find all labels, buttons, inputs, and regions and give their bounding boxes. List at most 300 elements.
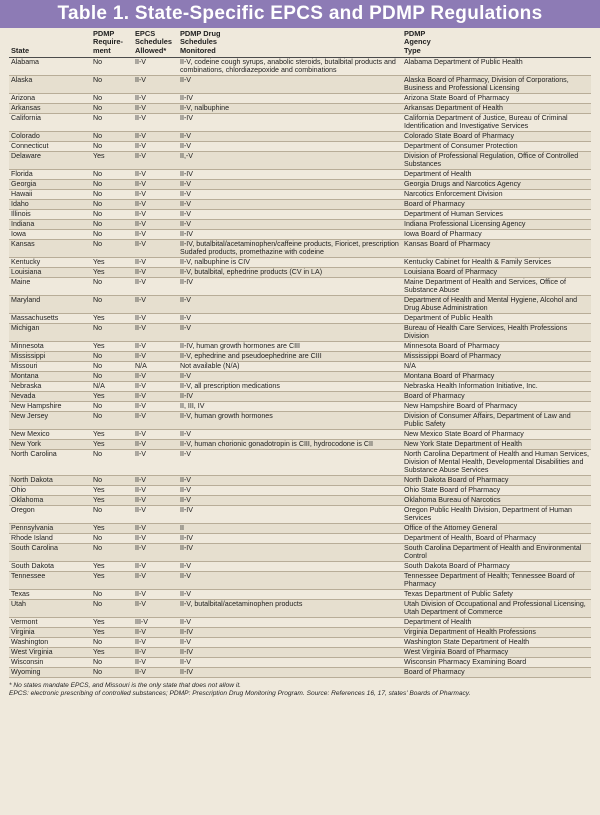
state-cell: Wyoming — [9, 667, 91, 677]
state-cell: Arkansas — [9, 103, 91, 113]
drug-schedules-cell: II — [178, 523, 402, 533]
pdmp-requirement-cell: Yes — [91, 617, 133, 627]
table-row — [9, 371, 591, 381]
pdmp-requirement-cell: No — [91, 371, 133, 381]
state-cell: North Carolina — [9, 449, 91, 475]
table-row — [9, 141, 591, 151]
footnote-asterisk: * No states mandate EPCS, and Missouri is the only state that does not allow it. — [9, 681, 241, 689]
drug-schedules-cell: II-IV — [178, 505, 402, 523]
state-cell: California — [9, 113, 91, 131]
table-row — [9, 391, 591, 401]
drug-schedules-cell: II-V — [178, 617, 402, 627]
agency-cell: Kansas Board of Pharmacy — [402, 239, 591, 257]
pdmp-requirement-cell: No — [91, 475, 133, 485]
table-row — [9, 449, 591, 475]
epcs-schedules-cell: II-V — [133, 411, 178, 429]
pdmp-requirement-cell: No — [91, 229, 133, 239]
pdmp-requirement-cell: Yes — [91, 627, 133, 637]
drug-schedules-cell: II-V, codeine cough syrups, anabolic steroids, butalbital products and combinations, chlordiazepoxide and combinations — [178, 57, 402, 75]
epcs-schedules-cell: II-V — [133, 103, 178, 113]
agency-cell: Board of Pharmacy — [402, 391, 591, 401]
drug-schedules-cell: II-V, nalbuphine is CIV — [178, 257, 402, 267]
agency-cell: Minnesota Board of Pharmacy — [402, 341, 591, 351]
agency-cell: N/A — [402, 361, 591, 371]
drug-schedules-cell: II-V — [178, 475, 402, 485]
pdmp-requirement-cell: No — [91, 637, 133, 647]
agency-cell: Arizona State Board of Pharmacy — [402, 94, 591, 104]
epcs-schedules-cell: II-V — [133, 627, 178, 637]
agency-cell: Montana Board of Pharmacy — [402, 371, 591, 381]
table-row — [9, 381, 591, 391]
agency-cell: Virginia Department of Health Professions — [402, 627, 591, 637]
state-cell: Tennessee — [9, 571, 91, 589]
table-row — [9, 277, 591, 295]
table-row — [9, 179, 591, 189]
agency-cell: Bureau of Health Care Services, Health Professions Division — [402, 323, 591, 341]
epcs-schedules-cell: II-V — [133, 429, 178, 439]
state-cell: Florida — [9, 170, 91, 180]
drug-schedules-cell: II-V — [178, 313, 402, 323]
state-cell: New Jersey — [9, 411, 91, 429]
drug-schedules-cell: II-V — [178, 141, 402, 151]
state-cell: Iowa — [9, 229, 91, 239]
agency-cell: Ohio State Board of Pharmacy — [402, 485, 591, 495]
drug-schedules-cell: II-IV — [178, 94, 402, 104]
state-cell: Pennsylvania — [9, 523, 91, 533]
agency-cell: Utah Division of Occupational and Professional Licensing, Utah Department of Commerce — [402, 599, 591, 617]
drug-schedules-cell: II-IV, butalbital/acetaminophen/caffeine products, Fioricet, prescription Sudafed products, promethazine with codeine — [178, 239, 402, 257]
pdmp-requirement-cell: Yes — [91, 257, 133, 267]
drug-schedules-cell: II-V — [178, 495, 402, 505]
pdmp-requirement-cell: No — [91, 667, 133, 677]
epcs-schedules-cell: II-V — [133, 381, 178, 391]
agency-cell: Department of Health — [402, 617, 591, 627]
table-row — [9, 132, 591, 142]
pdmp-requirement-cell: No — [91, 75, 133, 93]
pdmp-requirement-cell: Yes — [91, 391, 133, 401]
agency-cell: South Carolina Department of Health and Environmental Control — [402, 543, 591, 561]
drug-schedules-cell: II-V — [178, 179, 402, 189]
agency-cell: New York State Department of Health — [402, 439, 591, 449]
epcs-schedules-cell: II-V — [133, 351, 178, 361]
state-cell: Wisconsin — [9, 657, 91, 667]
pdmp-requirement-cell: Yes — [91, 571, 133, 589]
drug-schedules-cell: II-V, butalbital, ephedrine products (CV in LA) — [178, 267, 402, 277]
drug-schedules-cell: II-V — [178, 75, 402, 93]
agency-cell: Oklahoma Bureau of Narcotics — [402, 495, 591, 505]
table-row — [9, 103, 591, 113]
table-row — [9, 523, 591, 533]
pdmp-requirement-cell: No — [91, 361, 133, 371]
state-cell: Minnesota — [9, 341, 91, 351]
pdmp-requirement-cell: No — [91, 113, 133, 131]
header-state: State — [9, 28, 91, 57]
table-row — [9, 475, 591, 485]
state-cell: Mississippi — [9, 351, 91, 361]
epcs-schedules-cell: II-V — [133, 371, 178, 381]
drug-schedules-cell: II-V, human growth hormones — [178, 411, 402, 429]
pdmp-requirement-cell: No — [91, 57, 133, 75]
epcs-schedules-cell: II-V — [133, 589, 178, 599]
state-cell: Alaska — [9, 75, 91, 93]
table-row — [9, 57, 591, 75]
header-drug-schedules: PDMP Drug Schedules Monitored — [178, 28, 402, 57]
table-row — [9, 229, 591, 239]
table-row — [9, 209, 591, 219]
epcs-schedules-cell: II-V — [133, 113, 178, 131]
epcs-schedules-cell: II-V — [133, 219, 178, 229]
table-row — [9, 199, 591, 209]
agency-cell: Kentucky Cabinet for Health & Family Services — [402, 257, 591, 267]
drug-schedules-cell: II-IV — [178, 543, 402, 561]
pdmp-requirement-cell: Yes — [91, 151, 133, 169]
state-cell: Colorado — [9, 132, 91, 142]
table-row — [9, 94, 591, 104]
drug-schedules-cell: II-V — [178, 589, 402, 599]
pdmp-requirement-cell: No — [91, 277, 133, 295]
agency-cell: Department of Human Services — [402, 209, 591, 219]
epcs-schedules-cell: N/A — [133, 361, 178, 371]
drug-schedules-cell: II-IV — [178, 667, 402, 677]
state-cell: Kansas — [9, 239, 91, 257]
agency-cell: Georgia Drugs and Narcotics Agency — [402, 179, 591, 189]
drug-schedules-cell: II-V — [178, 219, 402, 229]
pdmp-requirement-cell: No — [91, 411, 133, 429]
drug-schedules-cell: II-V — [178, 189, 402, 199]
epcs-schedules-cell: II-V — [133, 485, 178, 495]
state-cell: Utah — [9, 599, 91, 617]
table-header — [9, 28, 591, 57]
state-cell: Maine — [9, 277, 91, 295]
drug-schedules-cell: II-IV — [178, 391, 402, 401]
epcs-schedules-cell: II-V — [133, 239, 178, 257]
state-cell: Oklahoma — [9, 495, 91, 505]
epcs-schedules-cell: II-V — [133, 523, 178, 533]
pdmp-requirement-cell: No — [91, 657, 133, 667]
drug-schedules-cell: II-V — [178, 571, 402, 589]
table-row — [9, 239, 591, 257]
table-body — [9, 57, 591, 677]
state-cell: Montana — [9, 371, 91, 381]
state-cell: Nebraska — [9, 381, 91, 391]
footnotes — [9, 682, 591, 698]
epcs-schedules-cell: III-V — [133, 617, 178, 627]
table-row — [9, 313, 591, 323]
pdmp-requirement-cell: Yes — [91, 485, 133, 495]
agency-cell: Arkansas Department of Health — [402, 103, 591, 113]
pdmp-requirement-cell: No — [91, 589, 133, 599]
agency-cell: Indiana Professional Licensing Agency — [402, 219, 591, 229]
agency-cell: Board of Pharmacy — [402, 667, 591, 677]
agency-cell: Maine Department of Health and Services, Office of Substance Abuse — [402, 277, 591, 295]
table-row — [9, 485, 591, 495]
pdmp-requirement-cell: Yes — [91, 439, 133, 449]
agency-cell: Colorado State Board of Pharmacy — [402, 132, 591, 142]
pdmp-requirement-cell: No — [91, 505, 133, 523]
table-row — [9, 505, 591, 523]
pdmp-requirement-cell: No — [91, 351, 133, 361]
drug-schedules-cell: II-V — [178, 429, 402, 439]
pdmp-requirement-cell: N/A — [91, 381, 133, 391]
pdmp-requirement-cell: Yes — [91, 495, 133, 505]
agency-cell: Board of Pharmacy — [402, 199, 591, 209]
epcs-schedules-cell: II-V — [133, 141, 178, 151]
table-row — [9, 627, 591, 637]
state-cell: Washington — [9, 637, 91, 647]
agency-cell: New Mexico State Board of Pharmacy — [402, 429, 591, 439]
table-row — [9, 323, 591, 341]
state-cell: Vermont — [9, 617, 91, 627]
pdmp-requirement-cell: No — [91, 132, 133, 142]
drug-schedules-cell: II-V — [178, 199, 402, 209]
agency-cell: California Department of Justice, Bureau of Criminal Identification and Investigative Services — [402, 113, 591, 131]
pdmp-requirement-cell: Yes — [91, 561, 133, 571]
table-row — [9, 411, 591, 429]
state-cell: New Hampshire — [9, 401, 91, 411]
epcs-schedules-cell: II-V — [133, 495, 178, 505]
agency-cell: Iowa Board of Pharmacy — [402, 229, 591, 239]
agency-cell: Division of Professional Regulation, Office of Controlled Substances — [402, 151, 591, 169]
epcs-schedules-cell: II-V — [133, 439, 178, 449]
drug-schedules-cell: II-V, human chorionic gonadotropin is CIII, hydrocodone is CII — [178, 439, 402, 449]
state-cell: West Virginia — [9, 647, 91, 657]
drug-schedules-cell: II-V, butalbital/acetaminophen products — [178, 599, 402, 617]
drug-schedules-cell: II-V — [178, 371, 402, 381]
header-pdmp-requirement: PDMP Require- ment — [91, 28, 133, 57]
agency-cell: Department of Health and Mental Hygiene, Alcohol and Drug Abuse Administration — [402, 295, 591, 313]
state-cell: Idaho — [9, 199, 91, 209]
state-cell: Virginia — [9, 627, 91, 637]
state-cell: Kentucky — [9, 257, 91, 267]
table-row — [9, 361, 591, 371]
drug-schedules-cell: II-IV — [178, 627, 402, 637]
epcs-schedules-cell: II-V — [133, 647, 178, 657]
table-row — [9, 351, 591, 361]
table-row — [9, 439, 591, 449]
epcs-schedules-cell: II-V — [133, 323, 178, 341]
pdmp-requirement-cell: Yes — [91, 313, 133, 323]
agency-cell: Department of Public Health — [402, 313, 591, 323]
table-row — [9, 295, 591, 313]
state-cell: Illinois — [9, 209, 91, 219]
drug-schedules-cell: II-IV — [178, 229, 402, 239]
state-cell: Alabama — [9, 57, 91, 75]
state-cell: Delaware — [9, 151, 91, 169]
pdmp-requirement-cell: No — [91, 599, 133, 617]
drug-schedules-cell: II-IV, human growth hormones are CIII — [178, 341, 402, 351]
state-cell: Texas — [9, 589, 91, 599]
epcs-schedules-cell: II-V — [133, 179, 178, 189]
table-row — [9, 113, 591, 131]
agency-cell: Alaska Board of Pharmacy, Division of Corporations, Business and Professional Licensing — [402, 75, 591, 93]
pdmp-requirement-cell: No — [91, 179, 133, 189]
pdmp-requirement-cell: No — [91, 239, 133, 257]
agency-cell: Texas Department of Public Safety — [402, 589, 591, 599]
table-row — [9, 561, 591, 571]
agency-cell: Department of Health, Board of Pharmacy — [402, 533, 591, 543]
table-title: Table 1. State-Specific EPCS and PDMP Regulations — [57, 3, 543, 24]
drug-schedules-cell: II-IV — [178, 533, 402, 543]
state-cell: Michigan — [9, 323, 91, 341]
footnote-abbreviations: EPCS: electronic prescribing of controlled substances; PDMP: Prescription Drug Monitoring Program. Source: References 16, 17, states' Boards of Pharmacy. — [9, 689, 471, 697]
epcs-schedules-cell: II-V — [133, 667, 178, 677]
agency-cell: North Carolina Department of Health and Human Services, Division of Mental Health, Developmental Disabilities and Substance Abuse Services — [402, 449, 591, 475]
agency-cell: Wisconsin Pharmacy Examining Board — [402, 657, 591, 667]
state-cell: Ohio — [9, 485, 91, 495]
table-row — [9, 667, 591, 677]
drug-schedules-cell: II-V — [178, 132, 402, 142]
pdmp-requirement-cell: No — [91, 170, 133, 180]
table-row — [9, 543, 591, 561]
regulations-table — [9, 28, 591, 678]
table-row — [9, 589, 591, 599]
agency-cell: Louisiana Board of Pharmacy — [402, 267, 591, 277]
drug-schedules-cell: II-IV — [178, 277, 402, 295]
drug-schedules-cell: II-V — [178, 637, 402, 647]
table-row — [9, 341, 591, 351]
drug-schedules-cell: II-V, ephedrine and pseudoephedrine are CIII — [178, 351, 402, 361]
pdmp-requirement-cell: No — [91, 543, 133, 561]
epcs-schedules-cell: II-V — [133, 449, 178, 475]
state-cell: Hawaii — [9, 189, 91, 199]
table-row — [9, 571, 591, 589]
table-row — [9, 637, 591, 647]
drug-schedules-cell: II,-V — [178, 151, 402, 169]
state-cell: Louisiana — [9, 267, 91, 277]
drug-schedules-cell: II-IV — [178, 170, 402, 180]
table-row — [9, 533, 591, 543]
agency-cell: Alabama Department of Public Health — [402, 57, 591, 75]
pdmp-requirement-cell: Yes — [91, 647, 133, 657]
drug-schedules-cell: II, III, IV — [178, 401, 402, 411]
agency-cell: Mississippi Board of Pharmacy — [402, 351, 591, 361]
epcs-schedules-cell: II-V — [133, 257, 178, 267]
state-cell: New York — [9, 439, 91, 449]
pdmp-requirement-cell: No — [91, 141, 133, 151]
epcs-schedules-cell: II-V — [133, 313, 178, 323]
epcs-schedules-cell: II-V — [133, 475, 178, 485]
agency-cell: West Virginia Board of Pharmacy — [402, 647, 591, 657]
state-cell: Massachusetts — [9, 313, 91, 323]
epcs-schedules-cell: II-V — [133, 170, 178, 180]
epcs-schedules-cell: II-V — [133, 94, 178, 104]
drug-schedules-cell: II-IV — [178, 647, 402, 657]
drug-schedules-cell: II-V — [178, 449, 402, 475]
agency-cell: Department of Health — [402, 170, 591, 180]
table-row — [9, 151, 591, 169]
table-row — [9, 647, 591, 657]
state-cell: Oregon — [9, 505, 91, 523]
state-cell: Arizona — [9, 94, 91, 104]
table-row — [9, 599, 591, 617]
pdmp-requirement-cell: No — [91, 103, 133, 113]
drug-schedules-cell: Not available (N/A) — [178, 361, 402, 371]
epcs-schedules-cell: II-V — [133, 189, 178, 199]
table-row — [9, 267, 591, 277]
epcs-schedules-cell: II-V — [133, 132, 178, 142]
agency-cell: North Dakota Board of Pharmacy — [402, 475, 591, 485]
epcs-schedules-cell: II-V — [133, 267, 178, 277]
pdmp-requirement-cell: Yes — [91, 523, 133, 533]
epcs-schedules-cell: II-V — [133, 209, 178, 219]
pdmp-requirement-cell: No — [91, 533, 133, 543]
epcs-schedules-cell: II-V — [133, 341, 178, 351]
agency-cell: Division of Consumer Affairs, Department of Law and Public Safety — [402, 411, 591, 429]
agency-cell: Washington State Department of Health — [402, 637, 591, 647]
pdmp-requirement-cell: No — [91, 94, 133, 104]
table-row — [9, 657, 591, 667]
epcs-schedules-cell: II-V — [133, 561, 178, 571]
pdmp-requirement-cell: Yes — [91, 341, 133, 351]
agency-cell: South Dakota Board of Pharmacy — [402, 561, 591, 571]
state-cell: Maryland — [9, 295, 91, 313]
agency-cell: Tennessee Department of Health; Tennessee Board of Pharmacy — [402, 571, 591, 589]
epcs-schedules-cell: II-V — [133, 391, 178, 401]
epcs-schedules-cell: II-V — [133, 637, 178, 647]
epcs-schedules-cell: II-V — [133, 75, 178, 93]
agency-cell: Department of Consumer Protection — [402, 141, 591, 151]
drug-schedules-cell: II-V — [178, 209, 402, 219]
drug-schedules-cell: II-V — [178, 295, 402, 313]
state-cell: Connecticut — [9, 141, 91, 151]
table-row — [9, 219, 591, 229]
table-row — [9, 617, 591, 627]
epcs-schedules-cell: II-V — [133, 295, 178, 313]
drug-schedules-cell: II-V — [178, 323, 402, 341]
drug-schedules-cell: II-V — [178, 657, 402, 667]
table-row — [9, 170, 591, 180]
pdmp-requirement-cell: No — [91, 401, 133, 411]
table-row — [9, 429, 591, 439]
epcs-schedules-cell: II-V — [133, 199, 178, 209]
drug-schedules-cell: II-V, nalbuphine — [178, 103, 402, 113]
agency-cell: New Hampshire Board of Pharmacy — [402, 401, 591, 411]
pdmp-requirement-cell: No — [91, 189, 133, 199]
agency-cell: Office of the Attorney General — [402, 523, 591, 533]
epcs-schedules-cell: II-V — [133, 229, 178, 239]
pdmp-requirement-cell: No — [91, 449, 133, 475]
epcs-schedules-cell: II-V — [133, 401, 178, 411]
epcs-schedules-cell: II-V — [133, 543, 178, 561]
state-cell: South Carolina — [9, 543, 91, 561]
epcs-schedules-cell: II-V — [133, 505, 178, 523]
agency-cell: Nebraska Health Information Initiative, Inc. — [402, 381, 591, 391]
pdmp-requirement-cell: No — [91, 219, 133, 229]
table-row — [9, 75, 591, 93]
epcs-schedules-cell: II-V — [133, 533, 178, 543]
state-cell: South Dakota — [9, 561, 91, 571]
epcs-schedules-cell: II-V — [133, 571, 178, 589]
drug-schedules-cell: II-IV — [178, 113, 402, 131]
state-cell: Indiana — [9, 219, 91, 229]
drug-schedules-cell: II-V — [178, 561, 402, 571]
header-epcs-schedules: EPCS Schedules Allowed* — [133, 28, 178, 57]
state-cell: North Dakota — [9, 475, 91, 485]
state-cell: Missouri — [9, 361, 91, 371]
epcs-schedules-cell: II-V — [133, 277, 178, 295]
table-row — [9, 401, 591, 411]
agency-cell: Narcotics Enforcement Division — [402, 189, 591, 199]
epcs-schedules-cell: II-V — [133, 151, 178, 169]
title-banner — [0, 0, 600, 28]
epcs-schedules-cell: II-V — [133, 657, 178, 667]
header-agency-type: PDMP Agency Type — [402, 28, 591, 57]
epcs-schedules-cell: II-V — [133, 599, 178, 617]
table-row — [9, 495, 591, 505]
pdmp-requirement-cell: No — [91, 209, 133, 219]
table-row — [9, 189, 591, 199]
state-cell: Rhode Island — [9, 533, 91, 543]
